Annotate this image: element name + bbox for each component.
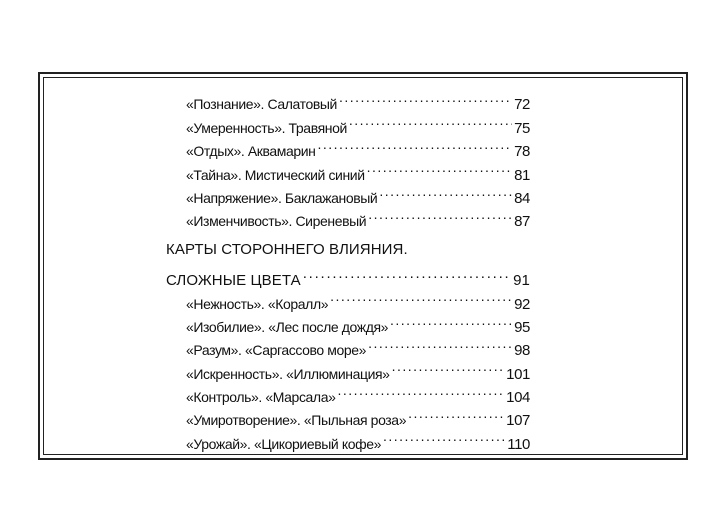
toc-entry-title: «Нежность». «Коралл» xyxy=(186,295,329,312)
toc-entry-title: «Разум». «Саргассово море» xyxy=(186,342,367,359)
dot-leader xyxy=(330,285,512,308)
toc-entry-title: «Изменчивость». Сиреневый xyxy=(186,213,367,230)
toc-entry-page: 101 xyxy=(506,365,530,383)
toc-entry[interactable] xyxy=(166,86,530,114)
toc-entry-page: 98 xyxy=(514,342,530,360)
toc-entry-page: 95 xyxy=(514,318,530,336)
toc-section-title-line2: СЛОЖНЫЕ ЦВЕТА xyxy=(166,272,301,290)
toc-entry-page: 107 xyxy=(506,412,530,430)
dot-leader xyxy=(379,180,512,203)
dot-leader xyxy=(392,355,505,378)
toc-entry-title: «Контроль». «Марсала» xyxy=(186,389,336,406)
toc-entry-title: «Искренность». «Иллюминация» xyxy=(186,365,390,382)
dot-leader xyxy=(367,156,512,179)
toc-entry-title: «Отдых». Аквамарин xyxy=(186,143,316,160)
toc-entry-page: 84 xyxy=(514,189,530,207)
toc-entry-title: «Тайна». Мистический синий xyxy=(186,166,365,183)
toc-section-title-line1: КАРТЫ СТОРОННЕГО ВЛИЯНИЯ. xyxy=(166,241,408,259)
toc-entry-page: 75 xyxy=(514,119,530,137)
dot-leader xyxy=(390,309,512,332)
toc-entry-page: 104 xyxy=(506,389,530,407)
toc-entry-title: «Познание». Салатовый xyxy=(186,96,337,113)
toc-entry-title: «Напряжение». Баклажановый xyxy=(186,189,378,206)
toc-entry-title: «Урожай». «Цикориевый кофе» xyxy=(186,435,381,452)
dot-leader xyxy=(368,203,512,226)
toc-entry-title: «Изобилие». «Лес после дождя» xyxy=(186,318,389,335)
dot-leader xyxy=(303,262,511,285)
toc-entry-title: «Умиротворение». «Пыльная роза» xyxy=(186,412,407,429)
toc-section-heading[interactable] xyxy=(166,238,530,261)
toc-entry-title: «Умеренность». Травяной xyxy=(186,119,347,136)
dot-leader xyxy=(408,402,504,425)
toc-entry-page: 81 xyxy=(514,166,530,184)
toc-section-page: 91 xyxy=(513,272,530,290)
toc-entry-page: 87 xyxy=(514,213,530,231)
toc-section-entry[interactable] xyxy=(166,262,530,290)
dot-leader xyxy=(339,86,512,109)
dot-leader xyxy=(349,109,512,132)
dot-leader xyxy=(337,379,504,402)
toc-entry-page: 110 xyxy=(507,435,530,453)
dot-leader xyxy=(318,133,513,156)
dot-leader xyxy=(383,425,505,448)
table-of-contents xyxy=(166,86,530,453)
toc-entry-page: 72 xyxy=(514,96,530,114)
toc-entry-page: 78 xyxy=(514,143,530,161)
toc-entry-page: 92 xyxy=(514,295,530,313)
dot-leader xyxy=(368,332,512,355)
